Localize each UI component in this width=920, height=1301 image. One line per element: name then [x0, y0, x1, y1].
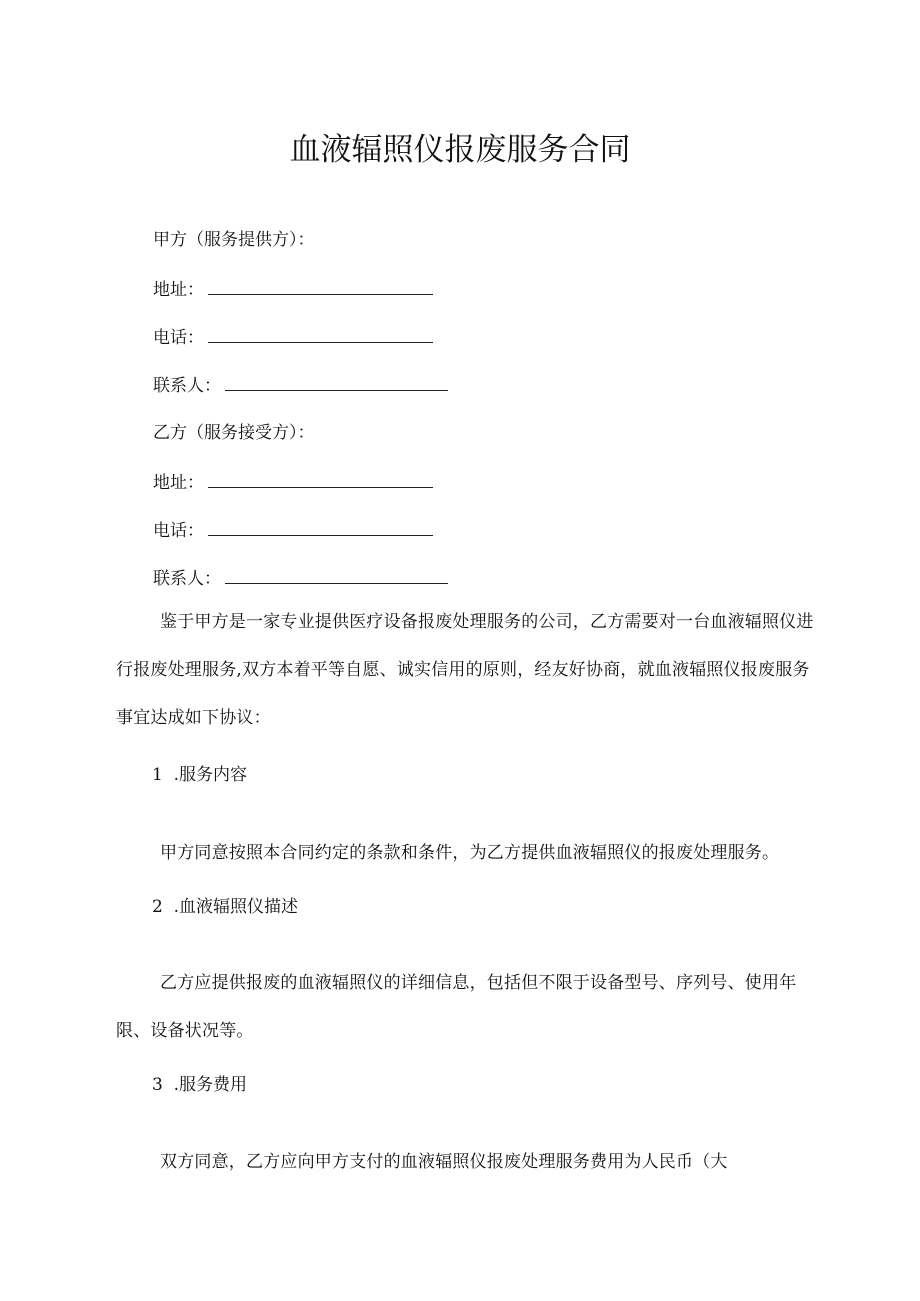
party-a-contact-row	[153, 372, 448, 398]
section-1-number: 1	[152, 765, 163, 785]
party-b-phone-row	[153, 517, 433, 543]
party-a-contact-blank[interactable]	[225, 372, 448, 391]
party-b-phone-label: 电话：	[153, 521, 204, 541]
party-b-contact-label: 联系人：	[153, 569, 221, 589]
party-b-heading: 乙方（服务接受方）：	[153, 423, 315, 443]
party-a-heading: 甲方（服务提供方）：	[153, 230, 315, 250]
section-2-body: 乙方应提供报废的血液辐照仪的详细信息，包括但不限于设备型号、序列号、使用年限、设备状况等。	[116, 973, 797, 1041]
party-b-contact-blank[interactable]	[225, 565, 448, 584]
section-1-body: 甲方同意按照本合同约定的条款和条件，为乙方提供血液辐照仪的报废处理服务。	[160, 843, 780, 863]
party-a-phone-blank[interactable]	[208, 324, 433, 343]
party-a-phone-row	[153, 324, 433, 350]
party-b-address-row	[153, 469, 433, 495]
section-2-heading	[152, 895, 298, 919]
section-1-title: .服务内容	[173, 765, 248, 785]
section-3-title: .服务费用	[173, 1075, 248, 1095]
section-2-title: .血液辐照仪描述	[173, 897, 299, 917]
party-b-contact-row	[153, 565, 448, 591]
party-a-address-row	[153, 276, 433, 302]
party-a-address-label: 地址：	[153, 280, 204, 300]
party-b-phone-blank[interactable]	[208, 517, 433, 536]
intro-paragraph: 鉴于甲方是一家专业提供医疗设备报废处理服务的公司，乙方需要对一台血液辐照仪进行报废处理服务,双方本着平等自愿、诚实信用的原则，经友好协商，就血液辐照仪报废服务事宜达成如下协议：	[116, 612, 814, 728]
party-a-address-blank[interactable]	[208, 276, 433, 295]
document-title: 血液辐照仪报废服务合同	[289, 132, 631, 168]
party-b-address-label: 地址：	[153, 473, 204, 493]
party-a-contact-label: 联系人：	[153, 376, 221, 396]
section-3-heading	[152, 1073, 247, 1097]
section-3-number: 3	[152, 1075, 163, 1095]
section-2-number: 2	[152, 897, 163, 917]
party-b-address-blank[interactable]	[208, 469, 433, 488]
section-1-heading	[152, 763, 247, 787]
section-3-body: 双方同意，乙方应向甲方支付的血液辐照仪报废处理服务费用为人民币（大	[160, 1152, 728, 1172]
party-a-phone-label: 电话：	[153, 328, 204, 348]
